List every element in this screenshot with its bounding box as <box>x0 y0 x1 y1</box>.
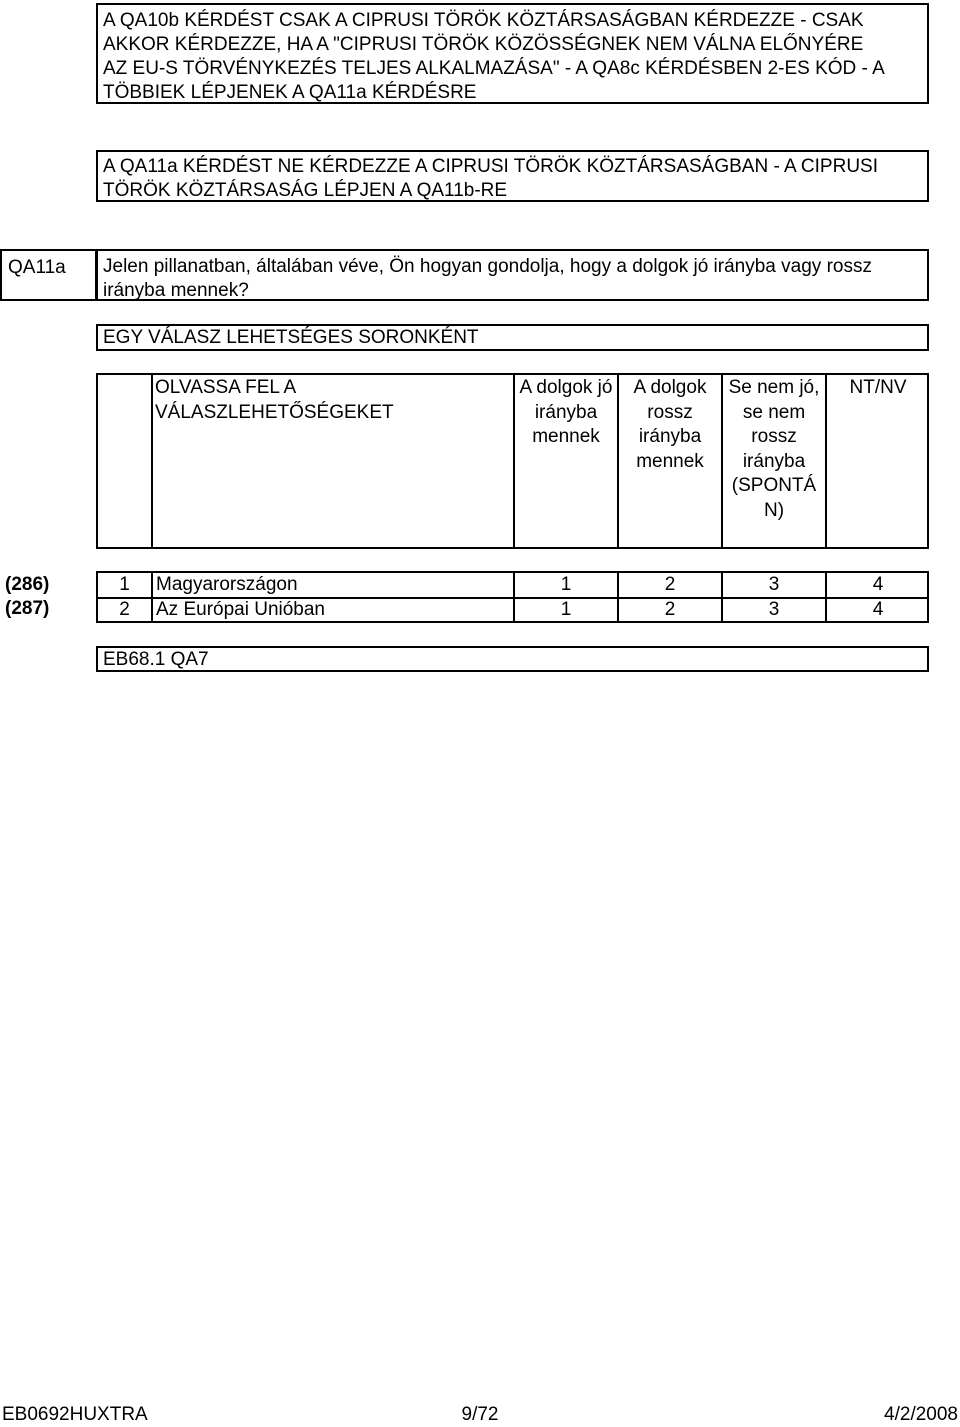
row-label: Magyarországon <box>156 574 298 595</box>
question-id: QA11a <box>0 249 97 301</box>
source-reference: EB68.1 QA7 <box>96 646 929 672</box>
answer-code-dk: 4 <box>872 599 884 620</box>
row-variable-code: (287) <box>5 598 50 619</box>
row-number: 2 <box>119 599 130 620</box>
row-variable-code: (286) <box>5 574 50 595</box>
answer-code-neither: 3 <box>768 599 780 620</box>
row-number: 1 <box>119 574 130 595</box>
grid-divider <box>151 375 153 547</box>
column-header-dk: NT/NV <box>849 377 907 398</box>
footer-page-number: 9/72 <box>461 1404 499 1425</box>
question-text: Jelen pillanatban, általában véve, Ön hogyan gondolja, hogy a dolgok jó irányba vagy rossz irányba mennek? <box>96 249 929 301</box>
column-header-good: A dolgok jó irányba mennek <box>519 377 613 447</box>
answer-header-grid <box>96 373 929 549</box>
column-header-bad: A dolgok rossz irányba mennek <box>633 377 707 472</box>
answer-code-dk: 4 <box>872 574 884 595</box>
answer-code-neither: 3 <box>768 574 780 595</box>
answer-rows <box>96 571 929 623</box>
answer-code-good: 1 <box>560 574 572 595</box>
answer-code-bad: 2 <box>664 599 676 620</box>
table-row <box>98 598 927 622</box>
answer-code-bad: 2 <box>664 574 676 595</box>
answer-code-good: 1 <box>560 599 572 620</box>
routing-instruction-qa10b: A QA10b KÉRDÉST CSAK A CIPRUSI TÖRÖK KÖZTÁRSASÁGBAN KÉRDEZZE - CSAK AKKOR KÉRDEZZE, HA A "CIPRUSI TÖRÖK KÖZÖSSÉGNEK NEM VÁLNA ELŐNYÉRE AZ EU-S TÖRVÉNYKEZÉS TELJES ALKALMAZÁSA" - A QA8c KÉRDÉSBEN 2-ES KÓD - A TÖBBIEK LÉPJENEK A QA11a KÉRDÉSRE <box>96 3 929 104</box>
footer-date: 4/2/2008 <box>884 1404 958 1425</box>
routing-instruction-qa11a: A QA11a KÉRDÉST NE KÉRDEZZE A CIPRUSI TÖRÖK KÖZTÁRSASÁGBAN - A CIPRUSI TÖRÖK KÖZTÁRSASÁG LÉPJEN A QA11b-RE <box>96 150 929 202</box>
footer-doc-id: EB0692HUXTRA <box>2 1404 148 1425</box>
grid-divider <box>825 375 827 547</box>
column-header-neither: Se nem jó, se nem rossz irányba (SPONTÁ N) <box>728 377 820 521</box>
read-out-instruction: OLVASSA FEL A VÁLASZLEHETŐSÉGEKET <box>155 377 394 423</box>
table-row <box>98 573 927 597</box>
row-label: Az Európai Unióban <box>156 599 325 620</box>
response-note: EGY VÁLASZ LEHETSÉGES SORONKÉNT <box>96 324 929 351</box>
